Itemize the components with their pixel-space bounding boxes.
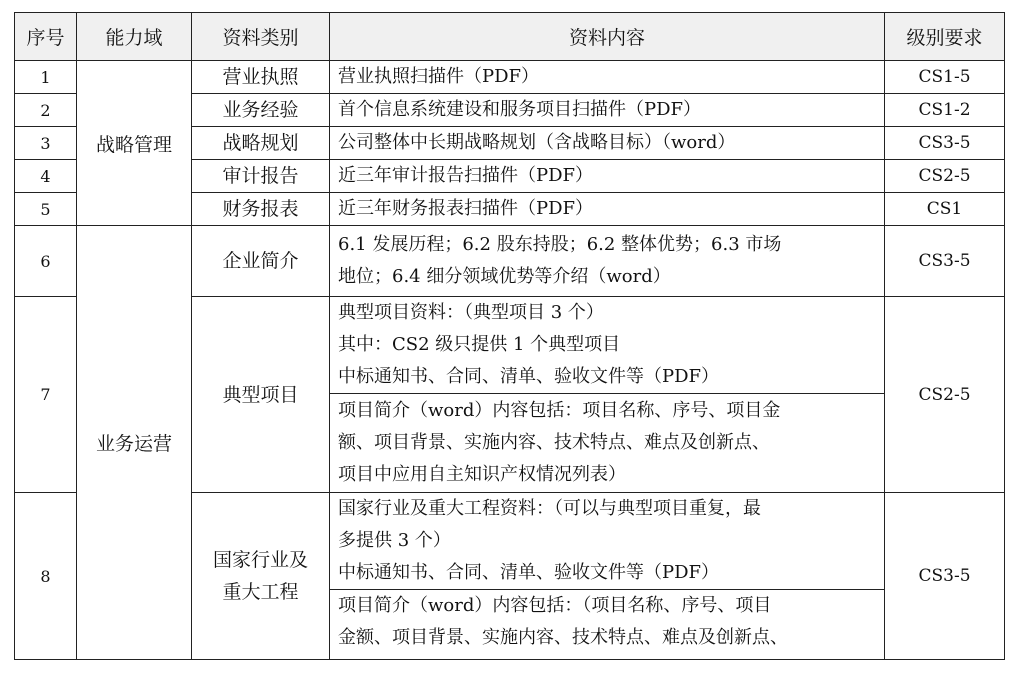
content-line: 中标通知书、合同、清单、验收文件等（PDF） xyxy=(338,366,720,387)
materials-table xyxy=(14,12,1005,660)
row-number: 2 xyxy=(15,94,77,127)
content-line: 项目简介（word）内容包括：项目名称、序号、项目金 xyxy=(338,400,781,421)
content-cell xyxy=(330,297,885,394)
category-line: 重大工程 xyxy=(222,581,299,603)
level-cell: CS2-5 xyxy=(885,297,1005,493)
level-cell: CS3-5 xyxy=(885,127,1005,160)
category-cell: 业务经验 xyxy=(192,94,330,127)
category-line: 国家行业及 xyxy=(212,549,308,571)
content-cell: 首个信息系统建设和服务项目扫描件（PDF） xyxy=(330,94,885,127)
row-number: 6 xyxy=(15,226,77,297)
header-cell-index: 序号 xyxy=(15,13,77,61)
level-cell: CS1 xyxy=(885,193,1005,226)
content-line: 额、项目背景、实施内容、技术特点、难点及创新点、 xyxy=(338,432,770,453)
content-line: 多提供 3 个） xyxy=(338,530,451,551)
level-cell: CS1-2 xyxy=(885,94,1005,127)
category-cell: 企业简介 xyxy=(192,226,330,297)
domain-cell: 业务运营 xyxy=(77,226,192,660)
table-row xyxy=(15,61,1005,94)
content-cell xyxy=(330,394,885,493)
category-cell: 典型项目 xyxy=(192,297,330,493)
content-line: 其中：CS2 级只提供 1 个典型项目 xyxy=(338,334,621,355)
category-cell xyxy=(192,493,330,660)
level-cell: CS2-5 xyxy=(885,160,1005,193)
category-cell: 财务报表 xyxy=(192,193,330,226)
content-cell xyxy=(330,226,885,297)
header-cell-domain: 能力域 xyxy=(77,13,192,61)
domain-cell: 战略管理 xyxy=(77,61,192,226)
content-line: 项目中应用自主知识产权情况列表） xyxy=(338,464,626,485)
row-number: 3 xyxy=(15,127,77,160)
row-number: 4 xyxy=(15,160,77,193)
header-cell-content: 资料内容 xyxy=(330,13,885,61)
content-cell: 近三年财务报表扫描件（PDF） xyxy=(330,193,885,226)
row-number: 1 xyxy=(15,61,77,94)
content-cell: 公司整体中长期战略规划（含战略目标）（word） xyxy=(330,127,885,160)
content-line: 典型项目资料：（典型项目 3 个） xyxy=(338,302,604,323)
content-line: 金额、项目背景、实施内容、技术特点、难点及创新点、 xyxy=(338,627,788,648)
level-cell: CS1-5 xyxy=(885,61,1005,94)
header-row xyxy=(15,13,1005,61)
header-cell-level: 级别要求 xyxy=(885,13,1005,61)
content-cell: 营业执照扫描件（PDF） xyxy=(330,61,885,94)
content-cell: 近三年审计报告扫描件（PDF） xyxy=(330,160,885,193)
content-line: 中标通知书、合同、清单、验收文件等（PDF） xyxy=(338,562,720,583)
content-line: 国家行业及重大工程资料：（可以与典型项目重复，最 xyxy=(338,498,761,519)
row-number: 5 xyxy=(15,193,77,226)
header-cell-category: 资料类别 xyxy=(192,13,330,61)
table-row xyxy=(15,226,1005,297)
row-number: 7 xyxy=(15,297,77,493)
row-number: 8 xyxy=(15,493,77,660)
content-line: 项目简介（word）内容包括：（项目名称、序号、项目 xyxy=(338,595,772,616)
level-cell: CS3-5 xyxy=(885,226,1005,297)
content-line: 6.1 发展历程；6.2 股东持股；6.2 整体优势；6.3 市场 xyxy=(338,234,782,255)
category-cell: 战略规划 xyxy=(192,127,330,160)
content-cell xyxy=(330,590,885,660)
content-line: 地位；6.4 细分领域优势等介绍（word） xyxy=(338,266,671,287)
level-cell: CS3-5 xyxy=(885,493,1005,660)
category-cell: 审计报告 xyxy=(192,160,330,193)
category-cell: 营业执照 xyxy=(192,61,330,94)
content-cell xyxy=(330,493,885,590)
